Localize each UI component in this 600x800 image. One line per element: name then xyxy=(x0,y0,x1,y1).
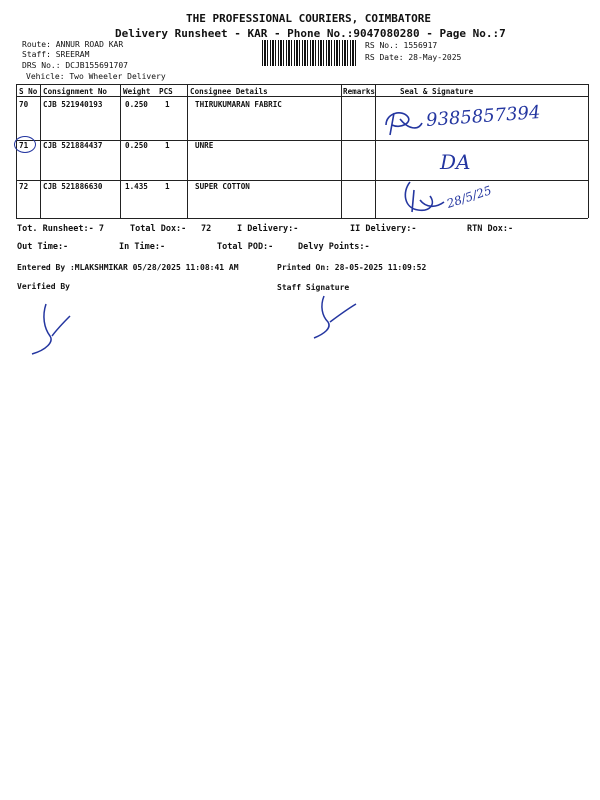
table-row-pcs: 1 xyxy=(165,100,170,109)
table-row-pcs: 1 xyxy=(165,182,170,191)
header-consignment-no: Consignment No xyxy=(43,87,108,96)
total-runsheet: Tot. Runsheet:- 7 xyxy=(17,224,104,234)
handwritten-phone-number: 9385857394 xyxy=(425,102,542,131)
handwritten-circle-mark xyxy=(14,136,36,153)
table-row-sno: 72 xyxy=(19,182,29,191)
table-row-sno: 70 xyxy=(19,100,29,109)
table-row-pcs: 1 xyxy=(165,141,170,150)
header-consignee-details: Consignee Details xyxy=(190,87,268,96)
company-title: THE PROFESSIONAL COURIERS, COIMBATORE xyxy=(186,12,432,25)
table-row-weight: 0.250 xyxy=(125,141,148,150)
handwritten-signature-scribble xyxy=(400,178,450,218)
route-info: Route: ANNUR ROAD KAR xyxy=(22,40,124,49)
header-seal-signature: Seal & Signature xyxy=(400,87,474,96)
table-row-consignment: CJB 521884437 xyxy=(43,141,103,150)
verified-by-signature xyxy=(28,300,73,360)
table-row-weight: 0.250 xyxy=(125,100,148,109)
table-row-consignee: SUPER COTTON xyxy=(195,182,250,191)
delivery-points: Delvy Points:- xyxy=(298,242,370,252)
entered-by: Entered By :MLAKSHMIKAR 05/28/2025 11:08:41 AM xyxy=(17,263,239,272)
table-row-consignee: THIRUKUMARAN FABRIC xyxy=(195,100,282,109)
second-delivery: II Delivery:- xyxy=(350,224,417,234)
staff-signature-mark xyxy=(310,292,360,344)
first-delivery: I Delivery:- xyxy=(237,224,299,234)
staff-signature-label: Staff Signature xyxy=(277,283,350,292)
printed-on: Printed On: 28-05-2025 11:09:52 xyxy=(277,263,427,272)
handwritten-initial-signature xyxy=(380,105,425,137)
barcode-image xyxy=(262,40,358,66)
vehicle-info: Vehicle: Two Wheeler Delivery xyxy=(26,72,166,81)
verified-by-label: Verified By xyxy=(17,282,70,291)
header-pcs: PCS xyxy=(159,87,173,96)
out-time: Out Time:- xyxy=(17,242,69,252)
total-dox-label: Total Dox:- xyxy=(130,224,187,234)
header-remarks: Remarks xyxy=(343,87,376,96)
rs-date: RS Date: 28-May-2025 xyxy=(365,53,462,62)
handwritten-date: 28/5/25 xyxy=(444,183,494,211)
handwritten-da-mark: DA xyxy=(440,150,471,174)
table-row-consignee: UNRE xyxy=(195,141,214,150)
runsheet-subtitle: Delivery Runsheet - KAR - Phone No.:9047080280 - Page No.:7 xyxy=(115,27,506,40)
header-weight: Weight xyxy=(123,87,151,96)
staff-info: Staff: SREERAM xyxy=(22,50,90,59)
header-sno: S No xyxy=(19,87,38,96)
table-row-sno: 71 xyxy=(19,141,29,150)
total-pod: Total POD:- xyxy=(217,242,274,252)
table-row-consignment: CJB 521940193 xyxy=(43,100,103,109)
in-time: In Time:- xyxy=(119,242,166,252)
drs-number: DRS No.: DCJB155691707 xyxy=(22,61,128,70)
return-dox: RTN Dox:- xyxy=(467,224,514,234)
table-row-weight: 1.435 xyxy=(125,182,148,191)
rs-number: RS No.: 1556917 xyxy=(365,41,438,50)
total-dox-value: 72 xyxy=(201,224,212,234)
table-row-consignment: CJB 521886630 xyxy=(43,182,103,191)
